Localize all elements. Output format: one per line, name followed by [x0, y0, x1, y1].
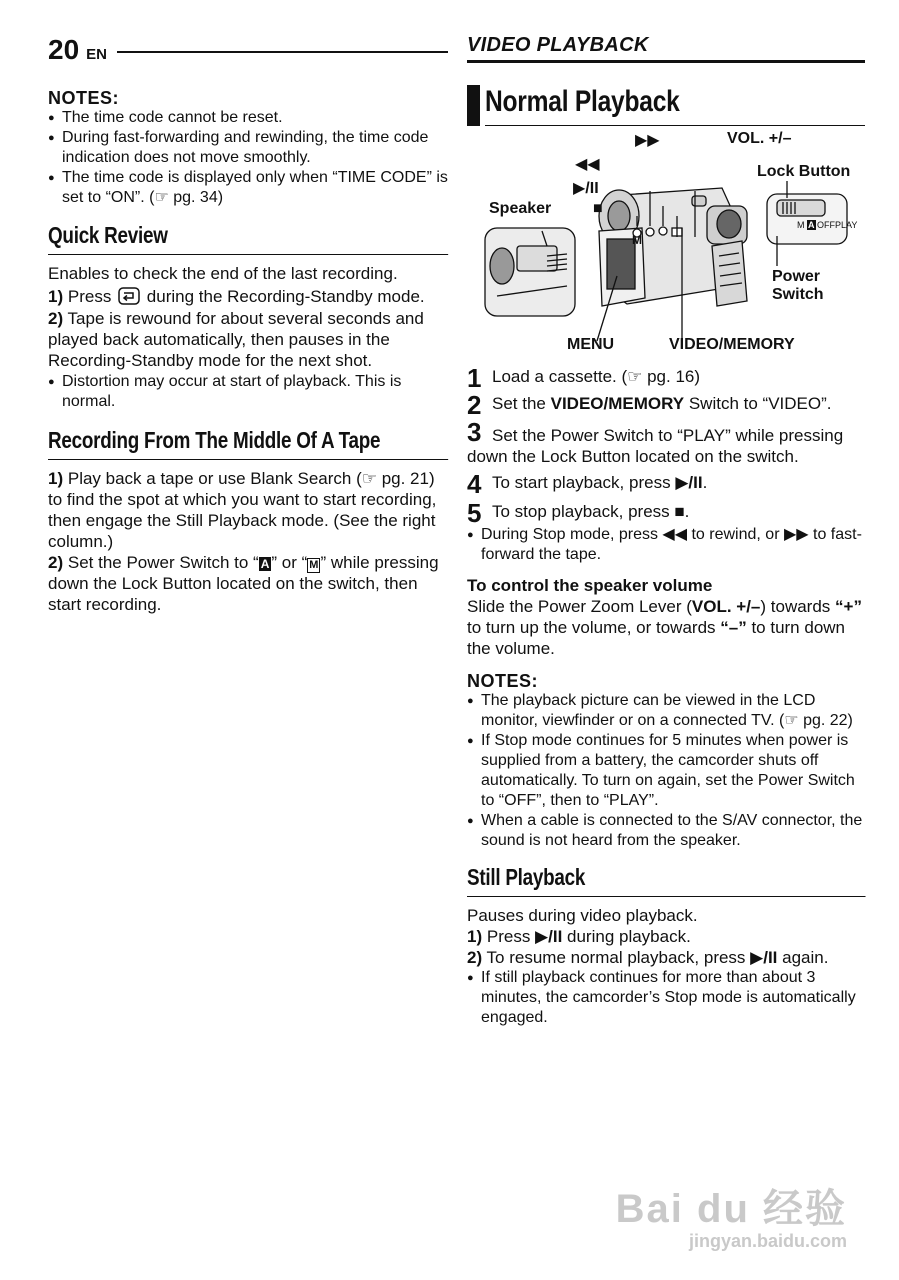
menu-label: MENU [567, 336, 615, 353]
rewind-button-label: ◀◀ [575, 156, 600, 173]
paragraph [48, 468, 448, 552]
title-marker [467, 85, 480, 126]
paragraph [48, 286, 448, 307]
watermark-brand: Bai du 经验 [615, 1187, 847, 1231]
notes-block [467, 671, 865, 851]
step-text: ” while pressing down the Lock Button located on the switch, then start recording. [48, 553, 439, 614]
section-heading: Recording From The Middle Of A Tape [48, 427, 448, 460]
step-text: Play back a tape or use Blank Search (☞ pg. 21) to find the spot at which you want to start recording, then engage the Still Playback mode. (See the right column.) [48, 469, 437, 551]
subheading: To control the speaker volume [467, 576, 713, 595]
paragraph: Pauses during video playback. [467, 906, 698, 925]
list-item: ● If Stop mode continues for 5 minutes when power is supplied from a battery, the camcorder shuts off automatically. To turn on again, set the Power Switch to “OFF”, then to “PLAY”. [467, 731, 865, 811]
list-item: ● The time code cannot be reset. [48, 108, 448, 128]
step-text: Tape is rewound for about several seconds and played back automatically, then pauses in the Recording-Standby mode for the next shot. [48, 309, 424, 370]
bullet-list [467, 968, 865, 1028]
paragraph: 2) To resume normal playback, press ▶/II again. [467, 948, 829, 967]
page-header [48, 34, 448, 66]
step-number: 2) [48, 309, 64, 328]
switch-label: Switch [772, 286, 824, 303]
watermark [616, 1187, 847, 1252]
step-number: 1) [48, 469, 64, 488]
notes-list [467, 691, 865, 851]
list-item: ● During Stop mode, press ◀◀ to rewind, or ▶▶ to fast-forward the tape. [467, 525, 865, 565]
step-text: Press [67, 287, 112, 306]
paragraph: 1) Press ▶/II during playback. [467, 927, 691, 946]
section-heading: Quick Review [48, 222, 448, 255]
step-3: 3 Set the Power Switch to “PLAY” while pressing down the Lock Button located on the switch. [467, 417, 844, 466]
step-text: Set the Power Switch to “ [67, 553, 259, 572]
paragraph [48, 308, 448, 371]
still-playback-section [467, 864, 865, 1028]
header-rule [117, 51, 448, 53]
power-label: Power [772, 268, 821, 285]
step-4: 4 To start playback, press ▶/II. [467, 469, 708, 499]
title-bar [467, 85, 865, 126]
steps [467, 363, 865, 565]
paragraph: Enables to check the end of the last recording. [48, 264, 398, 283]
speaker-label: Speaker [489, 200, 552, 217]
dial-a-label: A [808, 220, 815, 230]
notes-heading: NOTES: [48, 88, 120, 108]
paragraph [48, 552, 448, 615]
right-column [467, 34, 865, 1028]
list-item: ● During fast-forwarding and rewinding, the time code indication does not move smoothly. [48, 128, 448, 168]
left-column [48, 34, 448, 615]
step-1: 1 Load a cassette. (☞ pg. 16) [467, 363, 701, 393]
notes-heading: NOTES: [467, 671, 539, 691]
bullet-list [467, 525, 865, 565]
list-item: ● The playback picture can be viewed in the LCD monitor, viewfinder or on a connected TV. (☞ pg. 22) [467, 691, 865, 731]
step-number: 1) [48, 287, 64, 306]
step-text: ” or “ [271, 553, 308, 572]
bullet-list [48, 372, 448, 412]
lock-button-label: Lock Button [757, 163, 851, 180]
camcorder-diagram [467, 130, 865, 366]
step-2: 2 Set the VIDEO/MEMORY Switch to “VIDEO”. [467, 390, 832, 420]
section-title: VIDEO PLAYBACK [467, 34, 865, 63]
paragraph: Slide the Power Zoom Lever (VOL. +/–) towards “+” to turn up the volume, or towards “–” to turn down the volume. [467, 597, 862, 658]
language-code: EN [86, 46, 107, 63]
page-title: Normal Playback [485, 85, 865, 126]
quick-review-section [48, 222, 448, 412]
recording-middle-section [48, 427, 448, 615]
dial-m-label: M [797, 220, 805, 230]
step-5: 5 To stop playback, press ■. [467, 498, 690, 528]
step-number: 2) [48, 553, 64, 572]
notes-list [48, 108, 448, 208]
list-item: ● Distortion may occur at start of playback. This is normal. [48, 372, 448, 412]
stop-button-label: ■ [593, 200, 603, 217]
dial-m: M [632, 233, 642, 247]
speaker-volume-block [467, 575, 865, 659]
list-item: ● The time code is displayed only when “TIME CODE” is set to “ON”. (☞ pg. 34) [48, 168, 448, 208]
manual-mode-icon: M [309, 559, 319, 571]
quick-review-icon [118, 287, 140, 305]
dial-play-label: PLAY [835, 220, 858, 230]
play-pause-button-label: ▶/II [573, 180, 599, 197]
page-number: 20 [48, 34, 80, 65]
video-memory-label: VIDEO/MEMORY [669, 336, 795, 353]
step-text: during the Recording-Standby mode. [146, 287, 425, 306]
notes-block [48, 88, 448, 208]
section-heading: Still Playback [467, 864, 865, 897]
auto-mode-icon: A [260, 557, 270, 571]
watermark-url: jingyan.baidu.com [688, 1231, 847, 1251]
list-item: ● If still playback continues for more than about 3 minutes, the camcorder’s Stop mode is automatically engaged. [467, 968, 865, 1028]
ff-button-label: ▶▶ [635, 132, 660, 149]
list-item: ● When a cable is connected to the S/AV connector, the sound is not heard from the speaker. [467, 811, 865, 851]
volume-label: VOL. +/– [727, 130, 792, 147]
dial-off-label: OFF [817, 220, 835, 230]
